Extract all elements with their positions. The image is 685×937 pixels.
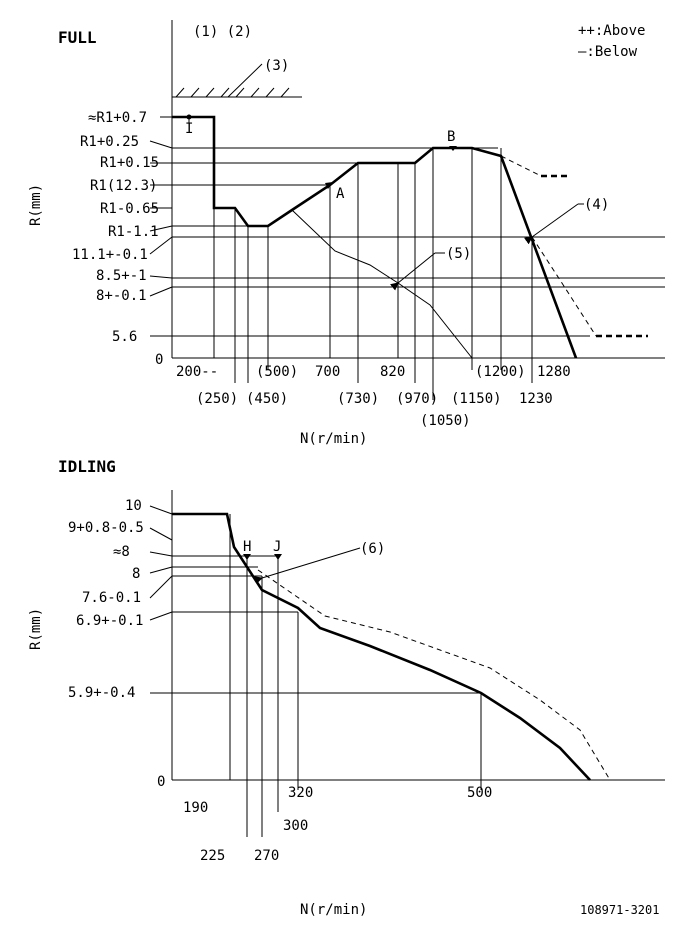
y-label: R1+0.15 [100,155,160,171]
x-label: 700 [315,364,341,380]
x-label: (1150) [451,391,502,407]
x-label: (250) [196,391,239,407]
y-label: R1-0.65 [100,201,160,217]
idling-above-dashed [258,570,610,780]
marker-h: H [243,539,252,555]
x-label: (1050) [420,413,471,429]
y-label: 8.5+-1 [96,268,147,284]
callout-6: (6) [360,541,386,557]
y-label: R1(12.3) [90,178,158,194]
y-label: R1-1.1 [108,224,159,240]
x-label: (450) [246,391,289,407]
x-label: (500) [256,364,299,380]
x-label: 190 [183,800,209,816]
x-label: 1230 [519,391,553,407]
x-label: (970) [396,391,439,407]
callout-5: (5) [446,246,472,262]
idling-y-axis-title: R(mm) [28,607,44,650]
x-label: 225 [200,848,226,864]
x-label: 270 [254,848,280,864]
marker-j: J [273,539,282,555]
full-horizontal-guides [172,148,665,336]
idling-x-axis-title: N(r/min) [300,902,368,918]
y-label: 10 [125,498,142,514]
y-label: 0 [155,352,164,368]
x-label: (730) [337,391,380,407]
header-numbers: (1) (2) [193,24,253,40]
idling-title: IDLING [58,457,116,476]
callout-3-leader [228,64,262,97]
callout-3: (3) [264,58,290,74]
x-label: 300 [283,818,309,834]
full-axes [172,20,665,358]
y-label: 8+-0.1 [96,288,147,304]
y-label: 8 [132,566,141,582]
full-x-axis-title: N(r/min) [300,431,368,447]
callout-4: (4) [584,197,610,213]
idling-y-labels [68,498,172,790]
y-label: 6.9+-0.1 [76,613,144,629]
x-label: 200-- [176,364,219,380]
legend-above: ++:Above [578,23,646,39]
marker-b: B [447,129,456,145]
x-label: 320 [288,785,314,801]
x-label: (1200) [475,364,526,380]
y-label: 9+0.8-0.5 [68,520,144,536]
y-label: 0 [157,774,166,790]
y-label: R1+0.25 [80,134,140,150]
drawing-number: 108971-3201 [580,903,660,917]
x-label: 1280 [537,364,571,380]
marker-a: A [336,186,345,202]
x-label: 500 [467,785,493,801]
y-label: 5.9+-0.4 [68,685,136,701]
callout-4-leader [532,204,578,237]
legend-below: —:Below [578,44,638,60]
full-title: FULL [58,28,97,47]
stopper-hatch [172,88,302,97]
full-y-axis-title: R(mm) [28,183,44,226]
idling-x-labels [183,785,492,864]
y-label: ≈8 [113,544,130,560]
y-label: 11.1+-0.1 [72,247,148,263]
marker-i: I [185,121,194,137]
idling-axes [172,490,665,780]
y-label: 5.6 [112,329,138,345]
full-y-labels [72,110,172,368]
x-label: 820 [380,364,406,380]
y-label: 7.6-0.1 [82,590,142,606]
y-label: ≈R1+0.7 [88,110,148,126]
